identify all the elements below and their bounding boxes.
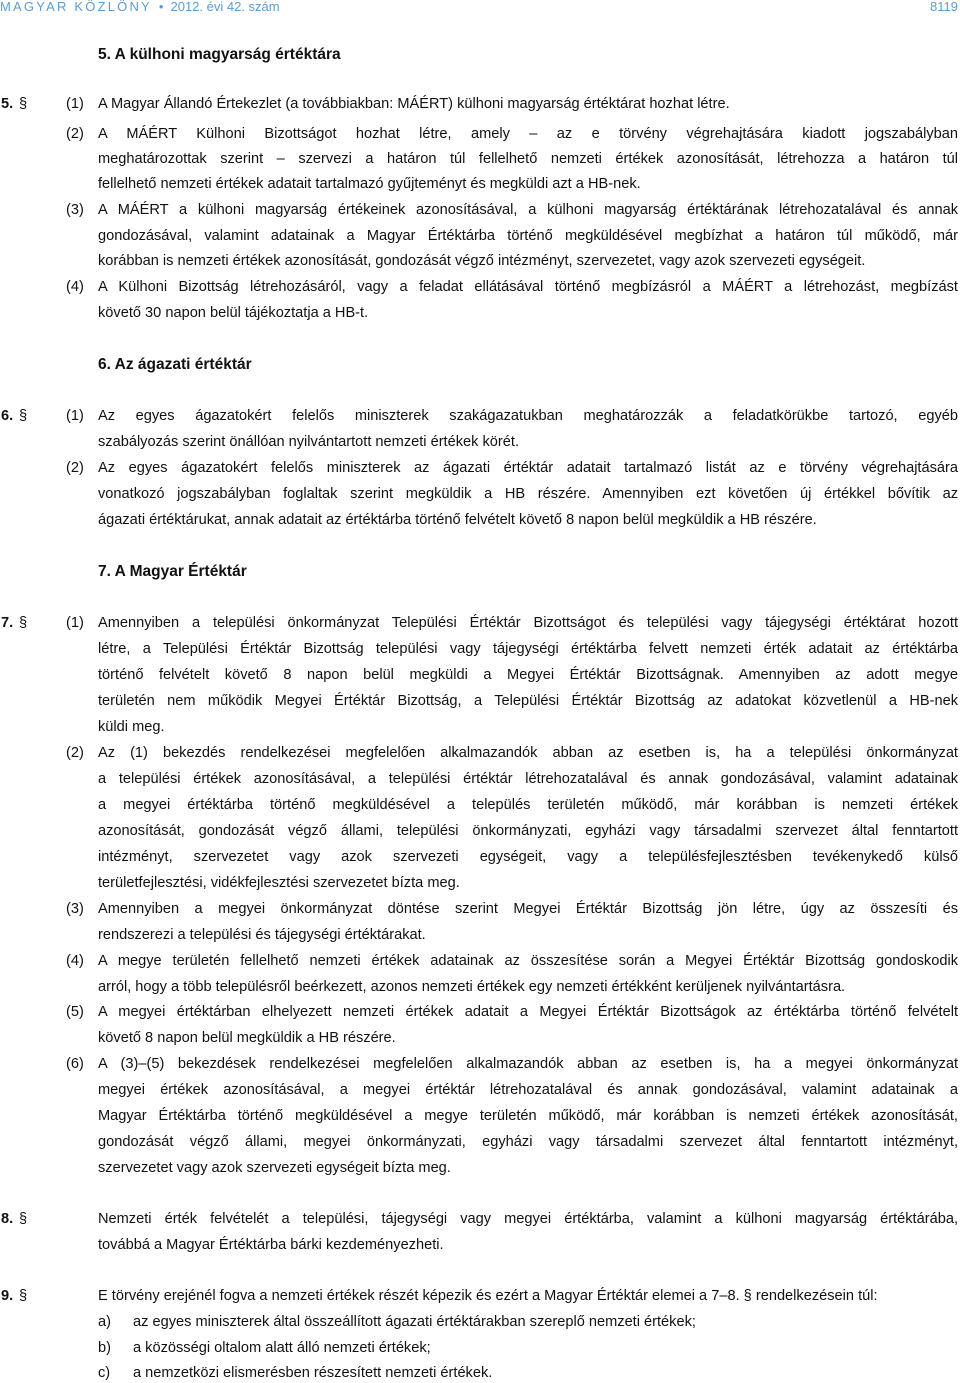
list-item: az egyes miniszterek által összeállított ágazati értéktárakban szereplő nemzeti értékek; xyxy=(133,1314,696,1330)
journal-title: MAGYAR KÖZLÖNY xyxy=(0,0,152,14)
text-line: A Külhoni Bizottság létrehozásáról, vagy a feladat ellátásával történő megbízásról a MÁÉRT a létrehozást, megbízást xyxy=(98,279,958,295)
paragraph-number: (5) xyxy=(66,1004,84,1020)
section-symbol: § xyxy=(19,1211,28,1227)
section-symbol: § xyxy=(19,408,28,424)
section-number-8: 8. xyxy=(1,1211,14,1227)
text-line: arról, hogy a több településről beérkezett, azonos nemzeti értékek egy nemzeti értékként kerüljenek nyilvántartásra. xyxy=(98,979,846,995)
list-label: b) xyxy=(98,1340,111,1356)
text-line: A MÁÉRT a külhoni magyarság értékeinek azonosításával, a külhoni magyarság értéktárának létrehozatalával és annak xyxy=(98,202,958,218)
text-line: Az (1) bekezdés rendelkezései megfelelően alkalmazandók abban az esetben is, ha a települési önkormányzat xyxy=(98,745,958,761)
text-line: követő 8 napon belül megküldik a HB részére. xyxy=(98,1030,396,1046)
section-symbol: § xyxy=(19,1288,28,1304)
text-line: gondozásával, valamint adatainak a Magyar Értéktárba történő megküldésével megbízhat a határon túl működő, már xyxy=(98,228,958,244)
section-number-7: 7. xyxy=(1,615,14,631)
chapter-heading-5: 5. A külhoni magyarság értéktára xyxy=(98,46,341,63)
text-line: korábban is nemzeti értékek azonosítását, gondozását végző intézményt, szervezetet, vagy azok szervezeti egységeit. xyxy=(98,253,866,269)
paragraph-number: (1) xyxy=(66,408,84,424)
text-line: rendszerezi a települési és tájegységi értéktárakat. xyxy=(98,927,426,943)
text-line: vonatkozó jogszabályban foglaltak szerint megküldik a HB részére. Amennyiben ezt követően új értékkel bővítik az xyxy=(98,486,958,502)
list-label: a) xyxy=(98,1314,111,1330)
text-line: szabályozás szerint önállóan nyilvántartott nemzeti értékek körét. xyxy=(98,434,519,450)
text-line: Nemzeti érték felvételét a települési, tájegységi vagy megyei értéktárba, valamint a külhoni magyarság értéktárába, xyxy=(98,1211,958,1227)
section-symbol: § xyxy=(19,96,28,112)
text-line: létre, a Települési Értéktár Bizottság települési vagy tájegységi értéktárba felvett nemzeti érték adatait az értéktárba xyxy=(98,641,958,657)
bullet-separator: • xyxy=(158,0,164,14)
text-line: gondozását végző állami, megyei önkormányzati, egyházi vagy társadalmi szervezet által fenntartott intézményt, xyxy=(98,1134,958,1150)
text-line: területén nem működik Megyei Értéktár Bizottság, a Települési Értéktár Bizottság az adatokat közvetlenül a HB-nek xyxy=(98,693,958,709)
paragraph-number: (2) xyxy=(66,126,84,142)
chapter-heading-6: 6. Az ágazati értéktár xyxy=(98,356,252,373)
section-number-6: 6. xyxy=(1,408,14,424)
paragraph-number: (4) xyxy=(66,953,84,969)
text-line: A megyei értéktárban elhelyezett nemzeti értékek adatait a Megyei Értéktár Bizottságok az értéktárba történő felvételt xyxy=(98,1004,958,1020)
text-line: megyei értékek azonosításával, a megyei értéktár létrehozatalával és annak gondozásával, valamint adatainak a xyxy=(98,1082,958,1098)
paragraph-number: (3) xyxy=(66,901,84,917)
paragraph-number: (6) xyxy=(66,1056,84,1072)
text-line: követő 30 napon belül tájékoztatja a HB-t. xyxy=(98,305,369,321)
section-number-9: 9. xyxy=(1,1288,14,1304)
text-line: Amennyiben a megyei önkormányzat döntése szerint Megyei Értéktár Bizottság jön létre, úgy az összesíti és xyxy=(98,901,958,917)
page-header xyxy=(0,0,960,20)
paragraph-number: (2) xyxy=(66,460,84,476)
text-line: A Magyar Állandó Értekezlet (a továbbiakban: MÁÉRT) külhoni magyarság értéktárat hozhat létre. xyxy=(98,96,730,112)
section-symbol: § xyxy=(19,615,28,631)
text-line: intézményt, szervezetet vagy azok szervezeti egységeit, vagy a településfejlesztésben tevékenykedő külső xyxy=(98,849,958,865)
text-line: A (3)–(5) bekezdések rendelkezései megfelelően alkalmazandók abban az esetben is, ha a megyei önkormányzat xyxy=(98,1056,958,1072)
journal-issue: 2012. évi 42. szám xyxy=(170,0,280,14)
text-line: továbbá a Magyar Értéktárba bárki kezdeményezheti. xyxy=(98,1237,444,1253)
page-number: 8119 xyxy=(930,0,958,14)
list-item: a közösségi oltalom alatt álló nemzeti értékek; xyxy=(133,1340,431,1356)
text-line: területfejlesztési, vidékfejlesztési szervezetet bízta meg. xyxy=(98,875,460,891)
text-line: fellelhető nemzeti értékek adatait tartalmazó gyűjteményt és megküldi azt a HB-nek. xyxy=(98,176,641,192)
chapter-heading-7: 7. A Magyar Értéktár xyxy=(98,563,247,580)
text-line: meghatározottak szerint – szervezi a határon túl fellelhető nemzeti értékek azonosítását, létrehozza a határon túl xyxy=(98,151,958,167)
text-line: Az egyes ágazatokért felelős miniszterek az ágazati értéktár adatait tartalmazó listát az e törvény végrehajtására xyxy=(98,460,958,476)
text-line: ágazati értéktárukat, annak adatait az értéktárba történő felvételt követő 8 napon belül megküldik a HB részére. xyxy=(98,512,817,528)
text-line: történő felvételt követő 8 napon belül megküldi a Megyei Értéktár Bizottságnak. Amennyiben az adott megye xyxy=(98,667,958,683)
text-line: Amennyiben a települési önkormányzat Települési Értéktár Bizottságot és települési vagy tájegységi értéktárat hozott xyxy=(98,615,958,631)
text-line: A megye területén fellelhető nemzeti értékek adatainak az összesítése során a Megyei Értéktár Bizottság gondoskodik xyxy=(98,953,958,969)
paragraph-number: (3) xyxy=(66,202,84,218)
list-item: a nemzetközi elismerésben részesített nemzeti értékek. xyxy=(133,1365,493,1381)
text-line: a megyei értéktárba történő megküldésével a település területén működő, már korábban is nemzeti értékek xyxy=(98,797,958,813)
paragraph-number: (2) xyxy=(66,745,84,761)
text-line: küldi meg. xyxy=(98,719,165,735)
text-line: E törvény erejénél fogva a nemzeti értékek részét képezik és ezért a Magyar Értéktár elemei a 7–8. § rendelkezésein túl: xyxy=(98,1288,878,1304)
text-line: a települési értékek azonosításával, a települési értéktár létrehozatalával és annak gondozásával, valamint adatainak xyxy=(98,771,958,787)
journal-running-head xyxy=(0,0,280,14)
text-line: szervezetet vagy azok szervezeti egységeit bízta meg. xyxy=(98,1160,451,1176)
list-label: c) xyxy=(98,1365,111,1381)
section-number-5: 5. xyxy=(1,96,14,112)
text-line: azonosítását, gondozását végző állami, települési önkormányzati, egyházi vagy társadalmi szervezet által fenntartott xyxy=(98,823,958,839)
text-line: A MÁÉRT Külhoni Bizottságot hozhat létre, amely – az e törvény végrehajtására kiadott jogszabályban xyxy=(98,126,958,142)
text-line: Magyar Értéktárba történő megküldésével a megye területén működő, már korábban is nemzeti értékek azonosítását, xyxy=(98,1108,958,1124)
paragraph-number: (1) xyxy=(66,96,84,112)
paragraph-number: (4) xyxy=(66,279,84,295)
text-line: Az egyes ágazatokért felelős miniszterek szakágazatukban meghatározzák a feladatkörükbe tartozó, egyéb xyxy=(98,408,958,424)
paragraph-number: (1) xyxy=(66,615,84,631)
